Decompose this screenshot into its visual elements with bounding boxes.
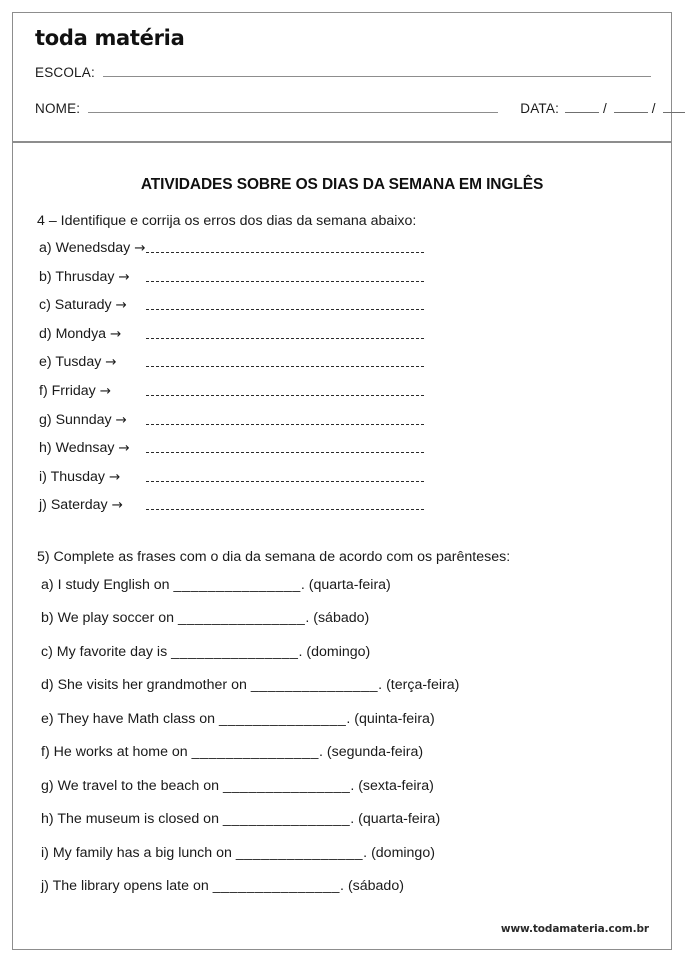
item-hint: (quinta-feira)	[354, 710, 435, 727]
item-marker: f)	[39, 382, 48, 399]
exercise-4-row	[13, 495, 671, 524]
exercise-4-term	[39, 324, 121, 344]
item-marker: c)	[41, 643, 53, 660]
exercise-4-term	[39, 495, 123, 515]
exercise-4-term	[39, 352, 117, 372]
item-sentence: She visits her grandmother on	[57, 677, 247, 694]
item-marker: g)	[41, 777, 54, 794]
page-title: ATIVIDADES SOBRE OS DIAS DA SEMANA EM INGLÊS	[140, 176, 544, 193]
exercise-4-term	[39, 238, 146, 258]
answer-blank[interactable]: _______________	[218, 710, 347, 727]
exercise-5-row: b) We play soccer on _______________. (sábado)	[41, 610, 370, 627]
exercise-4-row	[13, 324, 671, 353]
exercise-5-row: g) We travel to the beach on _______________. (sexta-feira)	[41, 777, 434, 794]
item-marker: g)	[39, 411, 52, 428]
answer-blank[interactable]: _______________	[191, 744, 319, 761]
arrow-icon: →	[110, 325, 122, 342]
answer-blank[interactable]: _______________	[173, 576, 301, 593]
item-word: Frriday	[51, 382, 96, 399]
item-sentence: He works at home on	[53, 744, 188, 761]
exercise-4-term	[39, 438, 130, 458]
arrow-icon: →	[115, 411, 127, 428]
answer-blank[interactable]: _______________	[222, 811, 351, 828]
school-field-row	[35, 65, 651, 81]
item-word: Thrusday	[55, 268, 115, 285]
date-day-blank[interactable]	[565, 112, 599, 113]
item-marker: e)	[41, 710, 54, 727]
date-label: DATA:	[520, 101, 560, 116]
answer-dashed-line[interactable]	[146, 366, 424, 367]
answer-dashed-line[interactable]	[146, 309, 424, 310]
item-sentence: My family has a big lunch on	[52, 844, 232, 861]
item-marker: f)	[41, 744, 50, 761]
school-label: ESCOLA:	[35, 65, 95, 80]
exercise-4-list	[13, 238, 671, 524]
exercise-5-row: d) She visits her grandmother on _______________. (terça-feira)	[41, 677, 460, 694]
item-hint: (quarta-feira)	[308, 576, 391, 593]
item-marker: e)	[39, 354, 52, 371]
item-sentence: We play soccer on	[57, 610, 175, 627]
answer-blank[interactable]: _______________	[222, 777, 351, 794]
answer-blank[interactable]: _______________	[212, 878, 341, 895]
item-word: Saturady	[54, 297, 112, 314]
site-url-footer: www.todamateria.com.br	[500, 923, 649, 935]
school-input-rule[interactable]	[103, 76, 651, 77]
exercise-4-term	[39, 381, 111, 401]
exercise-4-term	[39, 410, 127, 430]
item-marker: d)	[41, 677, 54, 694]
exercise-4-row	[13, 267, 671, 296]
exercise-5-instruction: 5) Complete as frases com o dia da semana de acordo com os parênteses:	[37, 548, 511, 565]
date-field-group	[520, 101, 685, 117]
item-sentence: I study English on	[57, 576, 170, 593]
item-hint: (domingo)	[306, 643, 371, 660]
brand-logo: toda matéria	[35, 26, 185, 50]
item-hint: (sexta-feira)	[358, 777, 434, 794]
arrow-icon: →	[108, 468, 121, 485]
exercise-4-row	[13, 438, 671, 467]
arrow-icon: →	[118, 440, 130, 457]
exercise-5-row: i) My family has a big lunch on _______________. (domingo)	[41, 844, 435, 861]
item-hint: (domingo)	[371, 844, 435, 861]
item-marker: b)	[39, 268, 52, 285]
answer-dashed-line[interactable]	[146, 338, 424, 339]
answer-blank[interactable]: _______________	[235, 844, 364, 861]
exercise-4-row	[13, 410, 671, 439]
exercise-5-row: j) The library opens late on _______________. (sábado)	[41, 878, 404, 895]
item-sentence: They have Math class on	[57, 710, 216, 727]
item-marker: b)	[41, 610, 54, 627]
date-month-blank[interactable]	[614, 112, 648, 113]
exercise-4-row	[13, 467, 671, 496]
arrow-icon: →	[118, 268, 130, 285]
item-hint: (sábado)	[347, 878, 404, 895]
exercise-4-row	[13, 381, 671, 410]
item-word: Tusday	[55, 354, 102, 371]
item-sentence: We travel to the beach on	[57, 777, 219, 794]
exercise-4-term	[39, 295, 127, 315]
answer-dashed-line[interactable]	[146, 252, 424, 253]
answer-dashed-line[interactable]	[146, 509, 424, 510]
item-marker: j)	[39, 497, 47, 514]
name-input-rule[interactable]	[88, 112, 498, 113]
item-marker: h)	[39, 440, 52, 457]
answer-dashed-line[interactable]	[146, 395, 424, 396]
item-marker: a)	[41, 576, 54, 593]
item-word: Saterday	[50, 497, 108, 514]
worksheet-page	[12, 12, 672, 950]
arrow-icon: →	[134, 240, 146, 256]
name-field-row	[35, 101, 656, 117]
answer-blank[interactable]: _______________	[177, 610, 306, 627]
exercise-4-instruction: 4 – Identifique e corrija os erros dos dias da semana abaixo:	[37, 213, 417, 229]
exercise-5-row: h) The museum is closed on _______________. (quarta-feira)	[41, 811, 441, 828]
exercise-5-row: f) He works at home on _______________. (segunda-feira)	[41, 744, 424, 761]
exercise-4-row	[13, 295, 671, 324]
answer-blank[interactable]: _______________	[250, 677, 379, 694]
item-marker: d)	[39, 325, 52, 342]
arrow-icon: →	[99, 382, 112, 399]
name-label: NOME:	[35, 101, 81, 116]
item-hint: (segunda-feira)	[326, 744, 424, 761]
arrow-icon: →	[111, 497, 123, 514]
date-separator-1: /	[603, 101, 607, 116]
item-marker: h)	[41, 811, 54, 828]
item-sentence: The library opens late on	[52, 878, 209, 895]
worksheet-body	[13, 176, 671, 910]
exercise-4-term	[39, 467, 120, 487]
item-hint: (terça-feira)	[386, 677, 460, 694]
item-sentence: My favorite day is	[56, 643, 168, 660]
item-word: Wenedsday	[55, 240, 131, 256]
item-marker: i)	[39, 468, 47, 485]
exercise-5-row: a) I study English on _______________. (quarta-feira)	[41, 576, 391, 593]
exercise-5-row: e) They have Math class on _______________. (quinta-feira)	[41, 710, 435, 727]
exercise-5-row: c) My favorite day is _______________. (domingo)	[41, 643, 371, 660]
item-marker: i)	[41, 844, 49, 861]
date-separator-2: /	[651, 101, 656, 116]
item-sentence: The museum is closed on	[57, 811, 219, 828]
item-word: Wednsay	[55, 440, 115, 457]
item-word: Thusday	[50, 468, 105, 485]
answer-dashed-line[interactable]	[146, 424, 424, 425]
item-hint: (sábado)	[313, 610, 370, 627]
item-word: Sunnday	[55, 411, 112, 428]
arrow-icon: →	[105, 354, 117, 371]
date-year-blank[interactable]	[663, 112, 685, 113]
exercise-4-term	[39, 267, 130, 287]
answer-dashed-line[interactable]	[146, 481, 424, 482]
arrow-icon: →	[115, 297, 127, 314]
item-word: Mondya	[55, 325, 107, 342]
exercise-5-list	[13, 575, 671, 910]
item-hint: (quarta-feira)	[358, 811, 441, 828]
item-marker: a)	[39, 240, 52, 256]
answer-blank[interactable]: _______________	[171, 643, 299, 660]
answer-dashed-line[interactable]	[146, 452, 424, 453]
item-marker: c)	[39, 297, 51, 314]
exercise-4-row	[13, 352, 671, 381]
worksheet-header	[13, 13, 671, 143]
item-marker: j)	[41, 878, 49, 895]
exercise-4-row	[13, 238, 671, 267]
answer-dashed-line[interactable]	[146, 281, 424, 282]
